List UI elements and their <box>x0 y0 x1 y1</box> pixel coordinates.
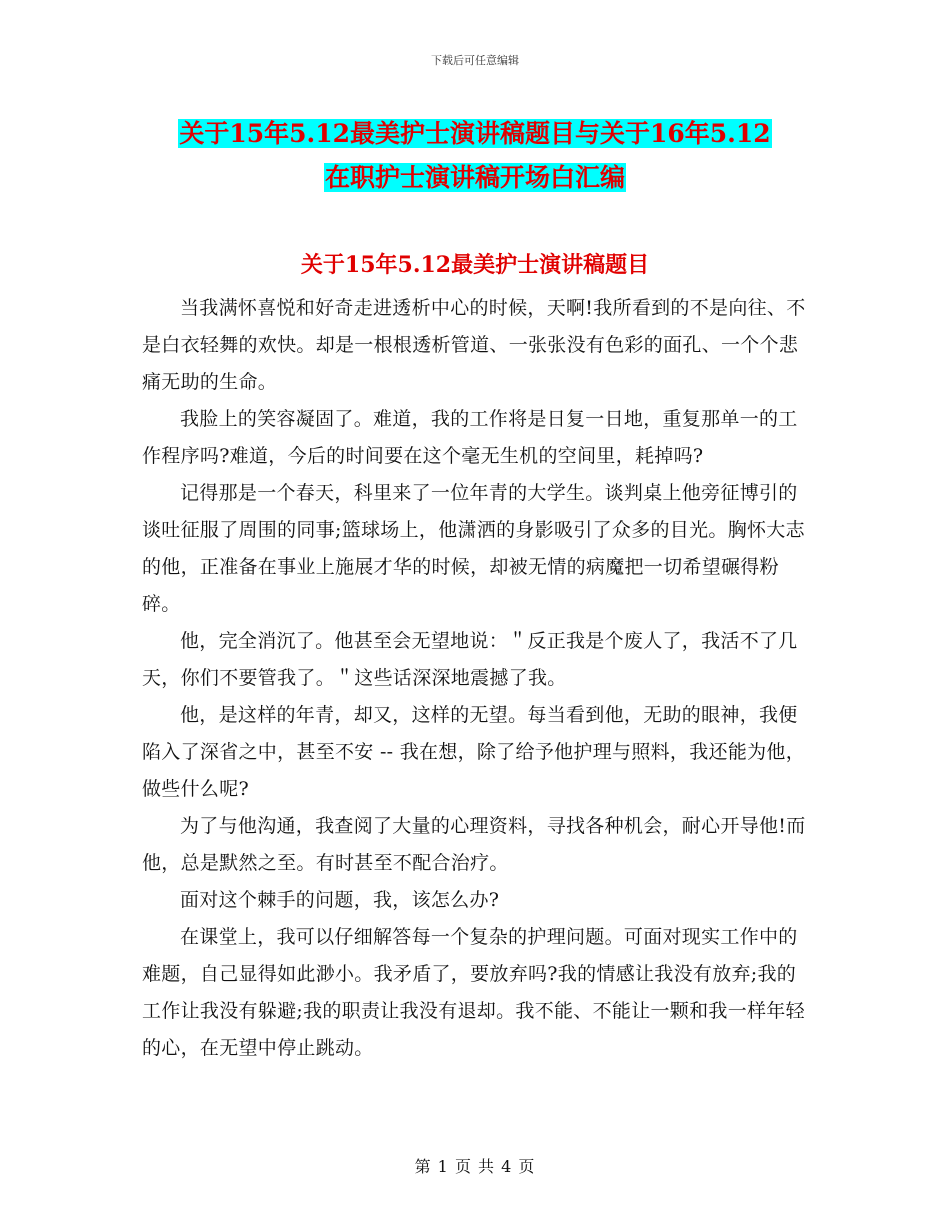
header-note: 下载后可任意编辑 <box>431 54 519 67</box>
document-title-line1: 关于15年5.12最美护士演讲稿题目与关于16年5.12 <box>179 119 771 148</box>
paragraph: 面对这个棘手的问题，我，该怎么办? <box>180 889 500 911</box>
paragraph: 为了与他沟通，我查阅了大量的心理资料，寻找各种机会，耐心开导他!而他，总是默然之至。有时甚至不配合治疗。 <box>142 815 806 874</box>
body-text <box>142 290 810 1067</box>
paragraph: 我脸上的笑容凝固了。难道，我的工作将是日复一日地，重复那单一的工作程序吗?难道，今后的时间要在这个毫无生机的空间里，耗掉吗? <box>142 408 798 467</box>
document-title <box>0 112 950 200</box>
page-footer: 第 1 页 共 4 页 <box>414 1157 536 1176</box>
paragraph: 他，完全消沉了。他甚至会无望地说：＂反正我是个废人了，我活不了几天，你们不要管我了。＂这些话深深地震撼了我。 <box>142 630 798 689</box>
paragraph: 当我满怀喜悦和好奇走进透析中心的时候，天啊!我所看到的不是向往、不是白衣轻舞的欢快。却是一根根透析管道、一张张没有色彩的面孔、一个个悲痛无助的生命。 <box>142 297 806 393</box>
paragraph: 记得那是一个春天，科里来了一位年青的大学生。谈判桌上他旁征博引的谈吐征服了周围的同事;篮球场上，他潇洒的身影吸引了众多的目光。胸怀大志的他，正准备在事业上施展才华的时候，却被无情的病魔把一切希望碾得粉碎。 <box>142 482 805 615</box>
section-title: 关于15年5.12最美护士演讲稿题目 <box>300 252 650 278</box>
paragraph: 他，是这样的年青，却又，这样的无望。每当看到他，无助的眼神，我便陷入了深省之中，甚至不安 -- 我在想，除了给予他护理与照料，我还能为他，做些什么呢? <box>142 704 806 800</box>
document-title-line2: 在职护士演讲稿开场白汇编 <box>324 163 625 192</box>
paragraph: 在课堂上，我可以仔细解答每一个复杂的护理问题。可面对现实工作中的难题，自己显得如此渺小。我矛盾了，要放弃吗?我的情感让我没有放弃;我的工作让我没有躲避;我的职责让我没有退却。我不能、不能让一颗和我一样年轻的心，在无望中停止跳动。 <box>142 926 805 1059</box>
